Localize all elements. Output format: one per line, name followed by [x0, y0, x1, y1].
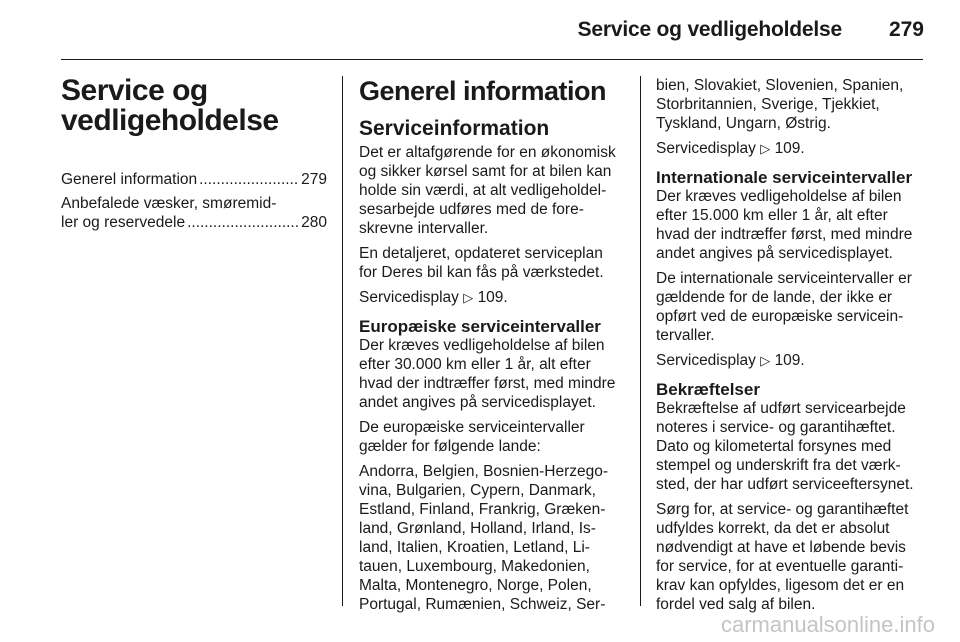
- heading-european-intervals: Europæiske serviceintervaller: [359, 317, 601, 336]
- heading-confirmations: Bekræftelser: [656, 380, 760, 399]
- text-line: andet angives på servicedisplayet.: [359, 394, 596, 411]
- text-line: sted, der har udført serviceeftersynet.: [656, 476, 914, 493]
- text-line: hvad der indtræffer først, med mindre: [359, 375, 616, 392]
- text-line: Det er altafgørende for en økonomisk: [359, 144, 616, 161]
- toc-entry-page: 280: [301, 214, 327, 231]
- text-line: Dato og kilometertal forsynes med: [656, 438, 892, 455]
- middle-column: [359, 76, 625, 620]
- running-header-title: Service og vedligeholdelse: [577, 18, 842, 41]
- column-divider-1: [342, 76, 343, 606]
- text-line: sesarbejde udføres med de fore-: [359, 201, 584, 218]
- column-divider-2: [640, 76, 641, 606]
- reference-page: 109.: [774, 352, 805, 369]
- text-line: gælder for følgende lande:: [359, 438, 541, 455]
- text-line: efter 15.000 km eller 1 år, alt efter: [656, 207, 888, 224]
- text-line: for Deres bil kan fås på værkstedet.: [359, 264, 604, 281]
- reference-page: 109.: [477, 289, 508, 306]
- right-column: [656, 76, 924, 620]
- text-line: stempel og underskrift fra det værk-: [656, 457, 901, 474]
- text-line: opført ved de europæiske servicein-: [656, 308, 904, 325]
- heading-international-intervals: Internationale serviceintervaller: [656, 168, 913, 187]
- page-reference-arrow-icon: ▷: [760, 353, 771, 368]
- page-reference-arrow-icon: ▷: [463, 290, 474, 305]
- paragraph-service-plan: [359, 244, 625, 282]
- paragraph-intro: [359, 143, 625, 238]
- text-line: efter 30.000 km eller 1 år, alt efter: [359, 356, 591, 373]
- text-line: tauen, Luxembourg, Makedonien,: [359, 558, 590, 575]
- text-line: Sørg for, at service- og garantihæftet: [656, 501, 909, 518]
- text-line: gældende for de lande, der ikke er: [656, 289, 893, 306]
- watermark: carmanualsonline.info: [720, 612, 935, 637]
- reference-label: Servicedisplay: [656, 352, 756, 369]
- text-line: De internationale serviceintervaller er: [656, 270, 912, 287]
- service-display-reference[interactable]: [656, 139, 924, 158]
- table-of-contents: [61, 170, 327, 232]
- text-line: andet angives på servicedisplayet.: [656, 245, 893, 262]
- toc-entry-label: ler og reservedele: [61, 214, 186, 231]
- toc-leader-dots: [187, 213, 299, 232]
- text-line: Tyskland, Ungarn, Østrig.: [656, 115, 831, 132]
- paragraph-country-list: [359, 462, 625, 614]
- text-line: for service, for at eventuelle garanti-: [656, 558, 904, 575]
- text-line: og sikker kørsel samt for at bilen kan: [359, 163, 612, 180]
- reference-page: 109.: [774, 140, 805, 157]
- paragraph-european-intervals: [359, 336, 625, 412]
- text-line: Der kræves vedligeholdelse af bilen: [656, 188, 902, 205]
- text-line: vina, Bulgarien, Cypern, Danmark,: [359, 482, 596, 499]
- chapter-title-line: Service og: [61, 74, 208, 107]
- reference-label: Servicedisplay: [656, 140, 756, 157]
- paragraph-european-countries-intro: [359, 418, 625, 456]
- text-line: tervaller.: [656, 327, 715, 344]
- text-line: fordel ved salg af bilen.: [656, 596, 816, 613]
- text-line: Andorra, Belgien, Bosnien-Herzego-: [359, 463, 608, 480]
- toc-entry-recommended-fluids[interactable]: [61, 194, 327, 232]
- paragraph-international-countries: [656, 269, 924, 345]
- reference-label: Servicedisplay: [359, 289, 459, 306]
- chapter-title-line: vedligeholdelse: [61, 104, 279, 137]
- page-reference-arrow-icon: ▷: [760, 141, 771, 156]
- page-number: 279: [888, 18, 924, 41]
- text-line: Storbritannien, Sverige, Tjekkiet,: [656, 96, 880, 113]
- text-line: Estland, Finland, Frankrig, Græken-: [359, 501, 606, 518]
- paragraph-international-intervals: [656, 187, 924, 263]
- toc-entry-label: Generel information: [61, 171, 198, 188]
- text-line: noteres i service- og garantihæftet.: [656, 419, 896, 436]
- paragraph-confirmations: [656, 399, 924, 494]
- header-divider: [61, 59, 923, 60]
- paragraph-country-list-continued: [656, 76, 924, 133]
- text-line: nødvendigt at have et løbende bevis: [656, 539, 906, 556]
- text-line: Malta, Montenegro, Norge, Polen,: [359, 577, 592, 594]
- text-line: En detaljeret, opdateret serviceplan: [359, 245, 603, 262]
- chapter-title: [61, 76, 327, 136]
- toc-entry-label: Anbefalede væsker, smøremid-: [61, 195, 277, 212]
- service-display-reference[interactable]: [656, 351, 924, 370]
- text-line: De europæiske serviceintervaller: [359, 419, 585, 436]
- text-line: krav kan opfyldes, ligesom det er en: [656, 577, 905, 594]
- toc-entry-general-information[interactable]: [61, 170, 327, 189]
- text-line: land, Grønland, Holland, Irland, Is-: [359, 520, 596, 537]
- toc-entry-page: 279: [301, 171, 327, 188]
- text-line: land, Italien, Kroatien, Letland, Li-: [359, 539, 590, 556]
- text-line: skrevne intervaller.: [359, 220, 489, 237]
- left-column: [61, 76, 327, 237]
- toc-line: [61, 170, 327, 189]
- toc-line: [61, 213, 327, 232]
- text-line: bien, Slovakiet, Slovenien, Spanien,: [656, 77, 904, 94]
- text-line: Bekræftelse af udført servicearbejde: [656, 400, 906, 417]
- text-line: Der kræves vedligeholdelse af bilen: [359, 337, 605, 354]
- subsection-title: Serviceinformation: [359, 117, 550, 140]
- toc-leader-dots: [199, 170, 299, 189]
- text-line: Portugal, Rumænien, Schweiz, Ser-: [359, 596, 606, 613]
- service-display-reference[interactable]: [359, 288, 625, 307]
- text-line: holde sin værdi, at alt vedligeholdel-: [359, 182, 607, 199]
- section-title: Generel information: [359, 76, 607, 106]
- text-line: hvad der indtræffer først, med mindre: [656, 226, 913, 243]
- text-line: udfyldes korrekt, da det er absolut: [656, 520, 890, 537]
- paragraph-warranty-booklet: [656, 500, 924, 614]
